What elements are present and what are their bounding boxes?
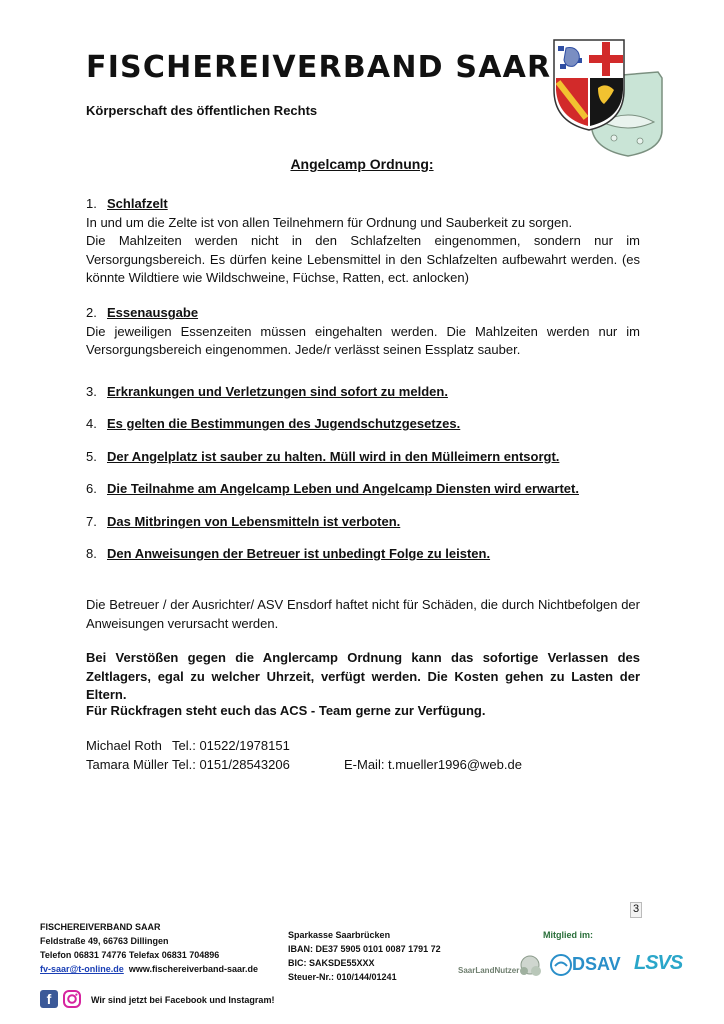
rule-item: [86, 449, 559, 464]
rule-text: Erkrankungen und Verletzungen sind sofort zu melden.: [107, 384, 448, 399]
violation-text: Bei Verstößen gegen die Anglercamp Ordnung kann das sofortige Verlassen des Zeltlagers, egal zu welcher Uhrzeit, verfügt werden. Die Kosten gehen zu Lasten der Eltern.: [86, 650, 640, 702]
contact-row: [86, 757, 522, 772]
coat-of-arms-logo: [548, 38, 666, 158]
rule-item: [86, 416, 460, 431]
rule-text: Die Teilnahme am Angelcamp Leben und Angelcamp Diensten wird erwartet.: [107, 481, 579, 496]
rule-item: [86, 546, 490, 561]
section-heading: Schlafzelt: [107, 196, 168, 211]
contact-name: Michael Roth: [86, 738, 162, 753]
rule-number: 3.: [86, 384, 97, 399]
footer-address: Feldstraße 49, 66763 Dillingen: [40, 936, 169, 946]
footer-website[interactable]: www.fischereiverband-saar.de: [128, 964, 259, 974]
footer-phone: Telefon 06831 74776 Telefax 06831 704896: [40, 950, 220, 960]
rule-number: 5.: [86, 449, 97, 464]
dsav-text: DSAV: [572, 954, 621, 974]
contact-row: [86, 738, 290, 753]
section-line: Die jeweiligen Essenzeiten müssen eingehalten werden. Die Mahlzeiten werden nur im Versorgungsbereich eingenommen. Jede/r verlässt seinen Essplatz sauber.: [86, 323, 640, 357]
rule-number: 4.: [86, 416, 97, 431]
footer-bank: Sparkasse Saarbrücken: [288, 930, 391, 940]
contact-email: E-Mail: t.mueller1996@web.de: [344, 757, 522, 772]
social-text: Wir sind jetzt bei Facebook und Instagram!: [91, 995, 275, 1005]
rule-number: 8.: [86, 546, 97, 561]
contact-phone: Tel.: 01522/1978151: [172, 738, 290, 753]
member-label: Mitglied im:: [543, 930, 593, 940]
page-number: 3: [630, 902, 642, 918]
section-line: In und um die Zelte ist von allen Teilnehmern für Ordnung und Sauberkeit zu sorgen.: [86, 214, 573, 230]
footer-bic: BIC: SAKSDE55XXX: [288, 958, 375, 968]
rule-number: 6.: [86, 481, 97, 496]
section-number: 1.: [86, 196, 97, 211]
rule-text: Der Angelplatz ist sauber zu halten. Müll wird in den Mülleimern entsorgt.: [107, 449, 560, 464]
saarlandnutzer-text: SaarLandNutzer: [458, 966, 520, 975]
org-title: FISCHEREIVERBAND SAAR: [86, 50, 552, 85]
footer-iban: IBAN: DE37 5905 0101 0087 1791 72: [288, 944, 441, 954]
section-essenausgabe: [86, 304, 640, 360]
footer-org-name: FISCHEREIVERBAND SAAR: [40, 922, 161, 932]
rule-text: Den Anweisungen der Betreuer ist unbedingt Folge zu leisten.: [107, 546, 491, 561]
dsav-mark: [550, 954, 572, 976]
questions-text: Für Rückfragen steht euch das ACS - Team gerne zur Verfügung.: [86, 703, 486, 718]
rule-number: 7.: [86, 514, 97, 529]
lsvs-text: LSVS: [634, 952, 683, 974]
footer-email-link[interactable]: fv-saar@t-online.de: [40, 964, 124, 974]
rule-text: Es gelten die Bestimmungen des Jugendschutzgesetzes.: [107, 416, 461, 431]
section-heading: Essenausgabe: [107, 305, 199, 320]
section-schlafzelt: [86, 195, 640, 288]
document-title: Angelcamp Ordnung:: [290, 156, 434, 172]
footer-tax: Steuer-Nr.: 010/144/01241: [288, 972, 397, 982]
saarlandnutzer-logo: [458, 953, 546, 981]
instagram-icon[interactable]: [63, 990, 81, 1008]
dsav-logo: [550, 952, 630, 982]
rule-item: [86, 384, 448, 399]
rule-item: [86, 481, 579, 496]
footer-org-block: [40, 920, 258, 976]
footer-bank-block: [288, 928, 441, 984]
facebook-icon[interactable]: f: [40, 990, 58, 1008]
org-subtitle: Körperschaft des öffentlichen Rechts: [86, 103, 318, 118]
rule-item: [86, 514, 400, 529]
section-line: Die Mahlzeiten werden nicht in den Schlafzelten eingenommen, sondern nur im Versorgungsbereich. Es dürfen keine Lebensmittel in den Schlafzelten aufbewahrt werden. (es könnte Wildtiere wie Wildschweine, Füchse, Ratten, ect. anlocken): [86, 233, 640, 285]
contact-phone: Tel.: 0151/28543206: [172, 757, 290, 772]
section-number: 2.: [86, 305, 97, 320]
contact-name: Tamara Müller: [86, 757, 169, 772]
rule-text: Das Mitbringen von Lebensmitteln ist verboten.: [107, 514, 401, 529]
lsvs-logo: [634, 952, 684, 986]
instagram-glyph: [63, 990, 81, 1008]
liability-text: Die Betreuer / der Ausrichter/ ASV Ensdorf haftet nicht für Schäden, die durch Nichtbefolgen der Anweisungen verursacht werden.: [86, 597, 640, 631]
